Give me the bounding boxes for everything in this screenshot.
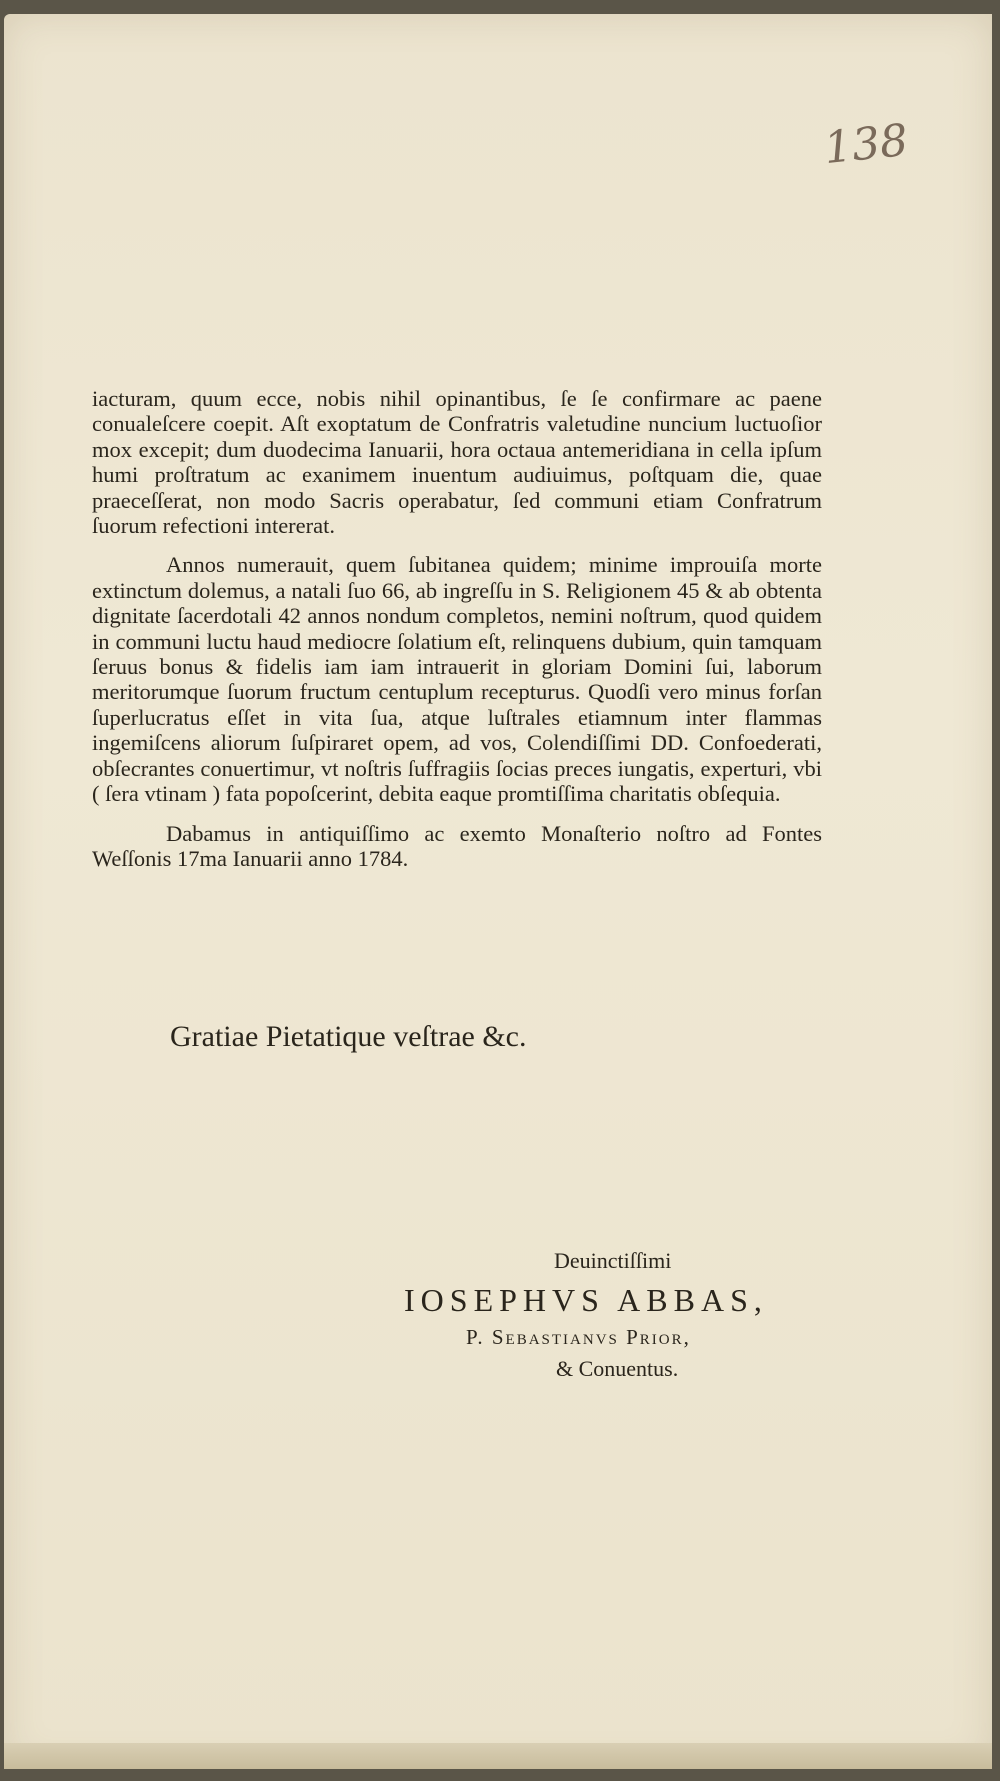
signature-prior: P. Sebastianvs Prior, bbox=[466, 1325, 691, 1349]
body-text bbox=[92, 386, 822, 885]
signature-salutation: Deuinctiſſimi bbox=[554, 1248, 672, 1273]
paragraph-1: iacturam, quum ecce, nobis nihil opinantibus, ſe ſe confirmare ac paene conualeſcere coepit. Aſt exoptatum de Confratris valetudine nuncium luctuoſior mox excepit; dum duodecima Ianuarii, hora octaua antemeridiana in cella ipſum humi proſtratum ac exanimem inuentum audiuimus, poſtquam die, quae praeceſſerat, non modo Sacris operabatur, ſed communi etiam Confratrum ſuorum refectioni intererat. bbox=[92, 386, 822, 539]
page-bottom-edge bbox=[4, 1743, 992, 1769]
closing-formula: Gratiae Pietatique veſtrae &c. bbox=[170, 1020, 527, 1053]
signature-abbot: IOSEPHVS ABBAS, bbox=[404, 1282, 768, 1318]
paragraph-3: Dabamus in antiquiſſimo ac exemto Monaſterio noſtro ad Fontes Weſſonis 17ma Ianuarii anno 1784. bbox=[92, 820, 822, 871]
paragraph-2: Annos numerauit, quem ſubitanea quidem; minime improuiſa morte extinctum dolemus, a natali ſuo 66, ab ingreſſu in S. Religionem 45 & ab obtenta dignitate ſacerdotali 42 annos nondum completos, nemini noſtrum, quod quidem in communi luctu haud mediocre ſolatium eſt, relinquens dubium, quin tamquam ſeruus bonus & fidelis iam iam intrauerit in gloriam Domini ſui, laborum meritorumque ſuorum fructum centuplum recepturus. Quodſi vero minus forſan ſuperlucratus eſſet in vita ſua, atque luſtrales etiamnum inter flammas ingemiſcens aliorum ſuſpiraret opem, ad vos, Colendiſſimi DD. Confoederati, obſecrantes conuertimur, vt noſtris ſuffragiis ſocias preces iungatis, experturi, vbi ( ſera vtinam ) fata popoſcerint, debita eaque promtiſſima charitatis obſequia. bbox=[92, 552, 822, 807]
document-page bbox=[4, 14, 992, 1769]
signature-convent: & Conuentus. bbox=[556, 1356, 679, 1381]
signature-block bbox=[404, 1248, 844, 1382]
folio-number: 138 bbox=[821, 114, 911, 175]
